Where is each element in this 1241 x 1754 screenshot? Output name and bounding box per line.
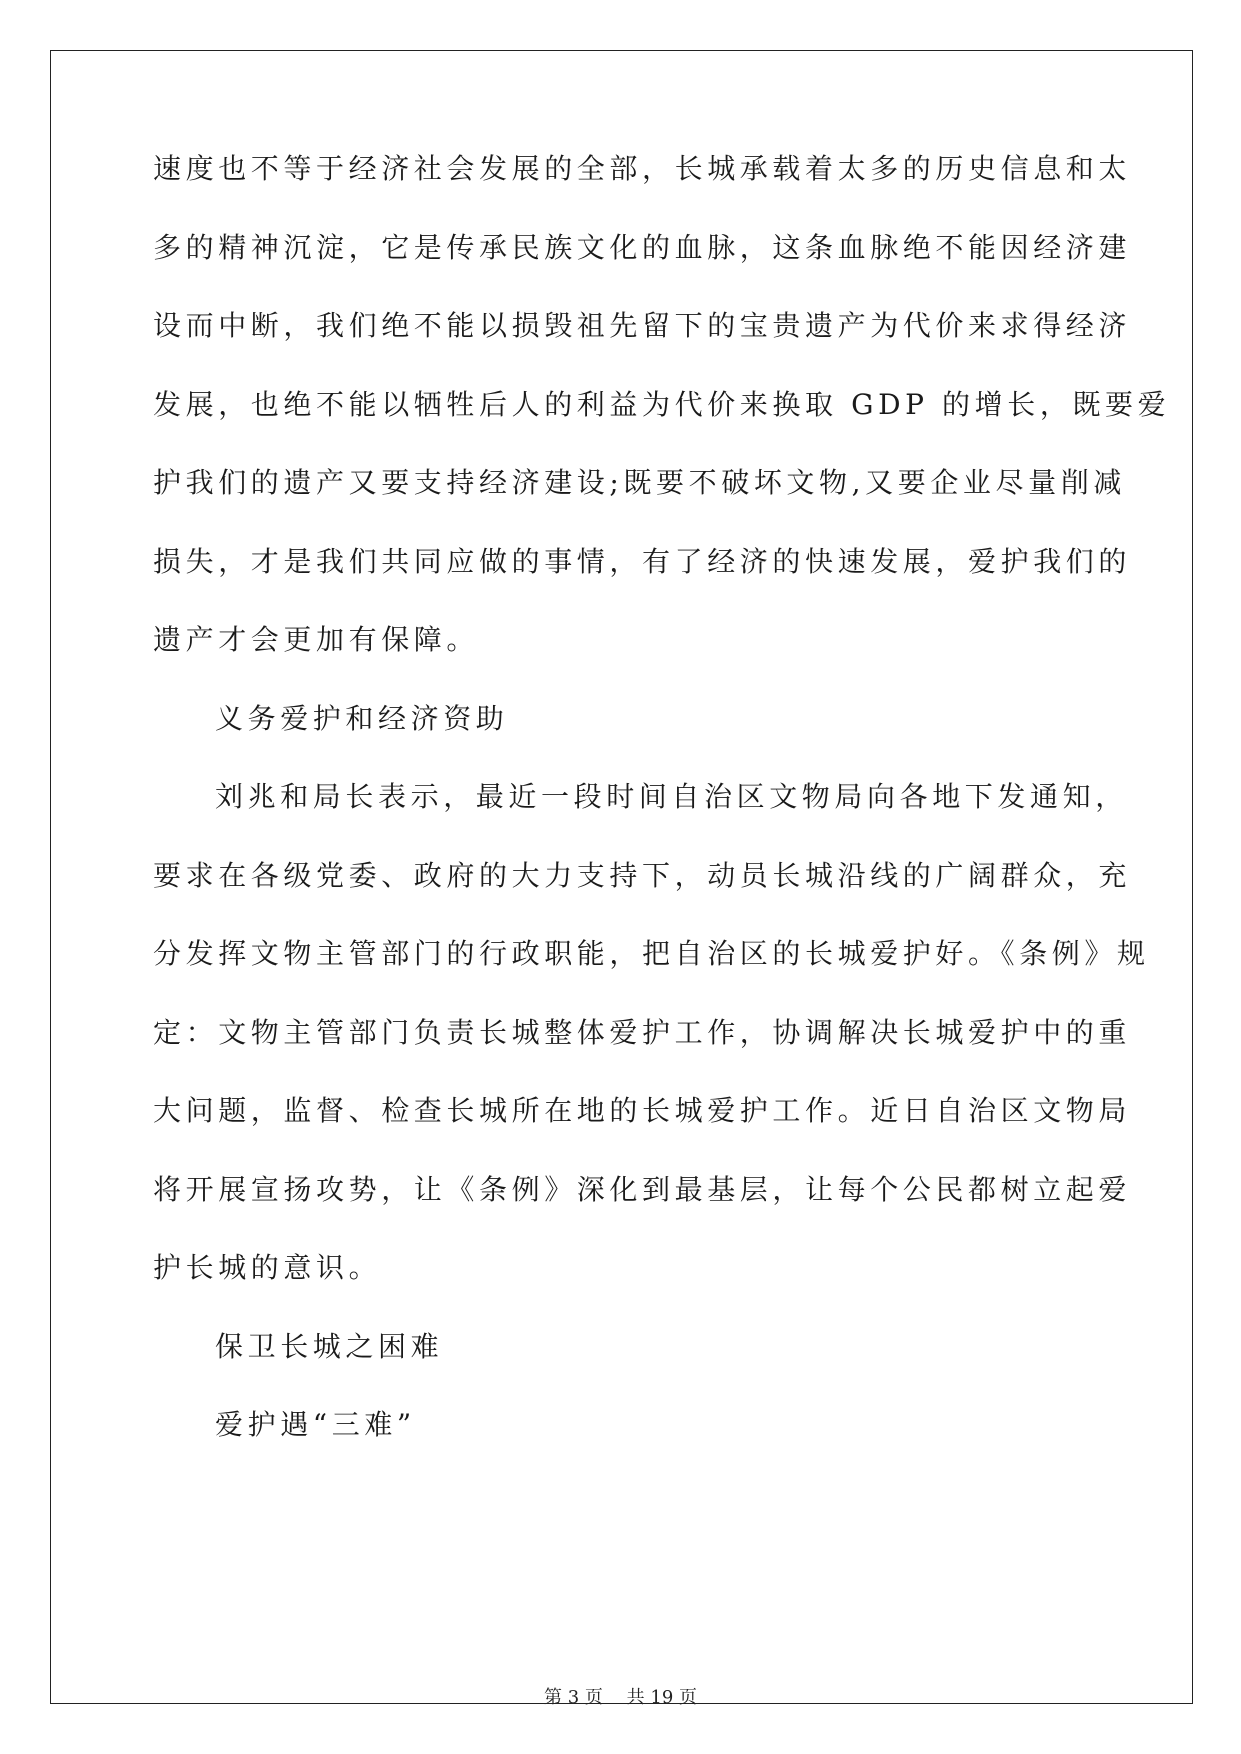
paragraph-line: 大问题，监督、检查长城所在地的长城爱护工作。近日自治区文物局: [153, 1094, 1132, 1127]
paragraph-line: 遗产才会更加有保障。: [153, 623, 480, 656]
section-heading: 保卫长城之困难: [215, 1329, 444, 1363]
paragraph-line: 刘兆和局长表示，最近一段时间自治区文物局向各地下发通知，: [215, 780, 1128, 813]
page-number-total: 共 19 页: [626, 1687, 697, 1708]
page-footer: [0, 1683, 1241, 1709]
section-heading: 义务爱护和经济资助: [215, 701, 509, 735]
paragraph-line: 设而中断，我们绝不能以损毁祖先留下的宝贵遗产为代价来求得经济: [153, 309, 1132, 342]
page-number-current: 第 3 页: [544, 1687, 603, 1708]
paragraph-line: 分发挥文物主管部门的行政职能，把自治区的长城爱护好。《条例》规: [153, 937, 1150, 970]
section-heading: 爱护遇“三难”: [215, 1408, 416, 1441]
text-block: [153, 130, 1170, 1465]
paragraph-line: 护长城的意识。: [153, 1251, 382, 1284]
paragraph-line: 护我们的遗产又要支持经济建设;既要不破坏文物,又要企业尽量削减: [153, 466, 1126, 499]
paragraph-line: 发展，也绝不能以牺牲后人的利益为代价来换取 GDP 的增长，既要爱: [153, 387, 1171, 421]
paragraph-line: 损失，才是我们共同应做的事情，有了经济的快速发展，爱护我们的: [153, 544, 1132, 578]
paragraph-line: 速度也不等于经济社会发展的全部，长城承载着太多的历史信息和太: [153, 152, 1132, 185]
paragraph-line: 要求在各级党委、政府的大力支持下，动员长城沿线的广阔群众，充: [153, 858, 1132, 892]
paragraph-line: 将开展宣扬攻势，让《条例》深化到最基层，让每个公民都树立起爱: [153, 1172, 1132, 1206]
paragraph-line: 多的精神沉淀，它是传承民族文化的血脉，这条血脉绝不能因经济建: [153, 230, 1132, 264]
paragraph-line: 定：文物主管部门负责长城整体爱护工作，协调解决长城爱护中的重: [153, 1015, 1132, 1049]
